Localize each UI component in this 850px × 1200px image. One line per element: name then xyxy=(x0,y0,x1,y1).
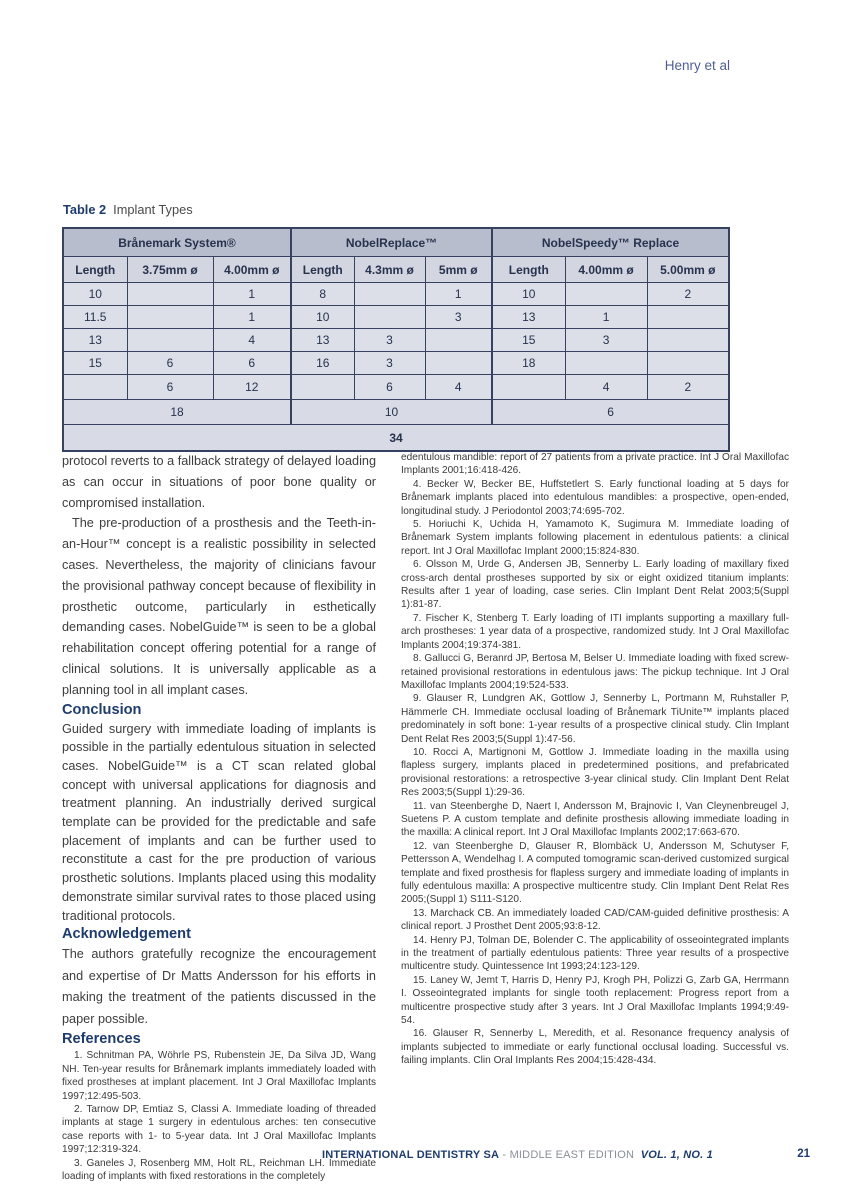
data-cell: 4 xyxy=(213,329,291,352)
data-cell: 13 xyxy=(63,329,127,352)
references-list-left xyxy=(62,1049,376,1183)
column-header-cell: 4.00mm ø xyxy=(213,257,291,283)
column-header-cell: 4.3mm ø xyxy=(354,257,425,283)
reference-item: 9. Glauser R, Lundgren AK, Gottlow J, Sennerby L, Portmann M, Ruhstaller P, Hämmerle CH. Immediate occlusal loading of Brånemark TiUnite™ implants placed predominately in soft bone: 1-year results of a prospective clinical study. Clin Implant Dent Relat Res 2003;5(Suppl 1):47-56. xyxy=(401,693,789,745)
left-column xyxy=(62,451,376,1183)
body-paragraph: protocol reverts to a fallback strategy of delayed loading as can occur in situations of poor bone quality or compromised installation. xyxy=(62,454,376,510)
data-cell: 15 xyxy=(492,329,565,352)
reference-item: 2. Tarnow DP, Emtiaz S, Classi A. Immediate loading of threaded implants at stage 1 surgery in edentulous arches: ten consecutive case reports with 1- to 5-year data. Int J Oral Maxillofac Implants 1997;12:319-324. xyxy=(62,1103,376,1156)
acknowledgement-paragraph: The authors gratefully recognize the encouragement and expertise of Dr Matts Andersson for his efforts in making the treatment of the patients discussed in the paper possible. xyxy=(62,947,376,1026)
data-cell: 11.5 xyxy=(63,306,127,329)
right-column xyxy=(401,451,789,1068)
data-cell: 13 xyxy=(492,306,565,329)
data-cell xyxy=(354,283,425,306)
column-header-cell: Length xyxy=(492,257,565,283)
subtotal-cell: 4 xyxy=(565,375,647,400)
data-cell: 3 xyxy=(354,352,425,375)
conclusion-heading: Conclusion xyxy=(62,701,142,718)
data-cell: 10 xyxy=(492,283,565,306)
reference-item: 12. van Steenberghe D, Glauser R, Blombäck U, Andersson M, Schutyser F, Pettersson A, Wendelhag I. A computed tomogramic scan-derived customized surgical template and fixed prosthesis for flapless surgery and immediate loading of implants in fully edentulous maxilla: A prospective multicentre study. Clin Implant Dent Relat Res 2005;(Suppl 1) S111-S120. xyxy=(401,840,789,906)
data-cell: 6 xyxy=(127,352,213,375)
footer-volume: VOL. 1, NO. 1 xyxy=(640,1149,713,1161)
footer-separator: - xyxy=(499,1149,510,1161)
group-header-cell: NobelSpeedy™ Replace xyxy=(492,228,729,257)
conclusion-paragraph: Guided surgery with immediate loading of implants is possible in the partially edentulous situation in selected cases. NobelGuide™ is a CT scan related global concept with universal applications for diagnosis and treatment planning. An industrially derived surgical template can be provided for the predictable and safe placement of implants and can be further used to reconstitute a cast for the pre production of various prosthetic solutions. Implants placed using this modality demonstrate similar survival rates to those placed using traditional protocols. xyxy=(62,721,376,923)
reference-item: 10. Rocci A, Martignoni M, Gottlow J. Immediate loading in the maxilla using flapless surgery, implants placed in predetermined positions, and prefabricated provisional restorations: a retrospective 3-year clinical study. Clin Implant Dent Relat Res 2003;5(Suppl 1):29-36. xyxy=(401,746,789,799)
data-cell: 1 xyxy=(425,283,492,306)
table-caption-label: Table 2 xyxy=(63,202,107,217)
running-header-author: Henry et al xyxy=(664,58,730,73)
reference-item: 15. Laney W, Jemt T, Harris D, Henry PJ, Krogh PH, Polizzi G, Zarb GA, Herrmann I. Osseointegrated implants for single tooth replacement: Progress report from a multicentre prospective study after 3 years. Int J Oral Maxillofac Implants 1994;9:49-54. xyxy=(401,974,789,1027)
reference-item: 4. Becker W, Becker BE, Huffstetlert S. Early functional loading at 5 days for Brånemark implants placed into edentulous mandibles: a prospective, open-ended, longitudinal study. J Periodontol 2003;74:695-702. xyxy=(401,478,789,517)
table-caption xyxy=(63,202,193,217)
data-cell: 10 xyxy=(291,306,354,329)
subtotal-cell: 6 xyxy=(354,375,425,400)
subtotal-cell xyxy=(291,375,354,400)
reference-item: 11. van Steenberghe D, Naert I, Andersson M, Brajnovic I, Van Cleynenbreugel J, Suetens P. A custom template and definite prosthesis allowing immediate loading in the maxilla: A clinical report. Int J Oral Maxillofac Implants 2002;17:663-670. xyxy=(401,800,789,839)
reference-item: 1. Schnitman PA, Wöhrle PS, Rubenstein JE, Da Silva JD, Wang NH. Ten-year results for Brånemark implants immediately loaded with fixed prostheses at implant placement. Int J Oral Maxillofac Implants 1997;12:495-503. xyxy=(62,1050,376,1102)
body-paragraph: The pre-production of a prosthesis and the Teeth-in-an-Hour™ concept is a realistic possibility in selected cases. Nevertheless, the majority of clinicians favour the provisional pathway concept because of flexibility in prosthetic outcome, particularly in esthetically demanding cases. NobelGuide™ is seen to be a global rehabilitation concept offering potential for a range of clinical solutions. It is universally applicable as a planning tool in all implant cases. xyxy=(62,516,376,697)
references-list-right xyxy=(401,478,789,1068)
footer xyxy=(322,1149,713,1161)
subtotal-cell: 6 xyxy=(127,375,213,400)
reference-item: 13. Marchack CB. An immediately loaded CAD/CAM-guided definitive prosthesis: A clinical report. J Prosthet Dent 2005;93:8-12. xyxy=(401,907,789,933)
data-cell: 13 xyxy=(291,329,354,352)
footer-journal-name: INTERNATIONAL DENTISTRY SA xyxy=(322,1149,500,1161)
group-header-cell: Brånemark System® xyxy=(63,228,291,257)
data-cell xyxy=(425,352,492,375)
data-cell xyxy=(647,352,729,375)
column-header-cell: 3.75mm ø xyxy=(127,257,213,283)
reference-item: 8. Gallucci G, Beranrd JP, Bertosa M, Belser U. Immediate loading with fixed screw-retained provisional restorations in edentulous jaws: The pickup technique. Int J Oral Maxillofac Implants 2004;19:524-533. xyxy=(401,653,789,691)
data-cell xyxy=(127,306,213,329)
reference-item: 6. Olsson M, Urde G, Andersen JB, Sennerby L. Early loading of maxillary fixed cross-arch dental prostheses supported by six or eight oxidized titanium implants: Results after 1 year of loading, case series. Clin Implant Dent Relat 2003;5(Suppl 1):81-87. xyxy=(401,559,789,611)
subtotal-cell xyxy=(63,375,127,400)
data-cell xyxy=(127,283,213,306)
data-cell: 16 xyxy=(291,352,354,375)
page-number: 21 xyxy=(797,1148,810,1160)
data-cell: 15 xyxy=(63,352,127,375)
footer-edition: MIDDLE EAST EDITION xyxy=(509,1149,635,1161)
reference-item: 3. Ganeles J, Rosenberg MM, Holt RL, Reichman LH. Immediate loading of implants with fixed restorations in the completely xyxy=(62,1157,376,1182)
grand-total-cell: 34 xyxy=(63,425,729,452)
column-header-cell: 5.00mm ø xyxy=(647,257,729,283)
data-cell: 6 xyxy=(213,352,291,375)
data-cell: 3 xyxy=(354,329,425,352)
data-cell: 3 xyxy=(425,306,492,329)
data-cell: 2 xyxy=(647,283,729,306)
data-cell: 1 xyxy=(213,306,291,329)
subtotal-cell: 4 xyxy=(425,375,492,400)
references-heading: References xyxy=(62,1031,141,1048)
group-total-cell: 18 xyxy=(63,400,291,425)
data-cell xyxy=(127,329,213,352)
data-cell: 1 xyxy=(213,283,291,306)
acknowledgement-heading: Acknowledgement xyxy=(62,926,191,943)
data-cell: 1 xyxy=(565,306,647,329)
data-cell xyxy=(647,329,729,352)
group-total-cell: 10 xyxy=(291,400,492,425)
group-total-cell: 6 xyxy=(492,400,729,425)
subtotal-cell: 2 xyxy=(647,375,729,400)
data-cell: 18 xyxy=(492,352,565,375)
data-cell xyxy=(354,306,425,329)
data-cell: 8 xyxy=(291,283,354,306)
implant-types-table xyxy=(62,227,730,452)
column-header-cell: 5mm ø xyxy=(425,257,492,283)
subtotal-cell: 12 xyxy=(213,375,291,400)
data-cell: 3 xyxy=(565,329,647,352)
column-header-cell: 4.00mm ø xyxy=(565,257,647,283)
data-cell xyxy=(647,306,729,329)
column-header-cell: Length xyxy=(63,257,127,283)
reference-item: 16. Glauser R, Sennerby L, Meredith, et al. Resonance frequency analysis of implants subjected to immediate or early functional occlusal loading. Successful vs. failing implants. Clin Oral Implants Res 2004;15:428-434. xyxy=(401,1028,789,1067)
group-header-cell: NobelReplace™ xyxy=(291,228,492,257)
reference-continuation: edentulous mandible: report of 27 patients from a private practice. Int J Oral Maxillofac Implants 2001;16:418-426. xyxy=(401,452,789,477)
reference-item: 5. Horiuchi K, Uchida H, Yamamoto K, Sugimura M. Immediate loading of Brånemark System implants following placement in edentulous patients: a clinical report. Int J Oral Maxillofac Implant 2000;15:824-830. xyxy=(401,519,789,557)
data-cell xyxy=(425,329,492,352)
subtotal-cell xyxy=(492,375,565,400)
data-cell xyxy=(565,283,647,306)
table-caption-text: Implant Types xyxy=(113,202,193,217)
data-cell xyxy=(565,352,647,375)
column-header-cell: Length xyxy=(291,257,354,283)
data-cell: 10 xyxy=(63,283,127,306)
reference-item: 14. Henry PJ, Tolman DE, Bolender C. The applicability of osseointegrated implants in the treatment of partially edentulous patients: Three year results of a prospective multicentre study. Quintessence Int 1993;24:123-129. xyxy=(401,934,789,973)
reference-item: 7. Fischer K, Stenberg T. Early loading of ITI implants supporting a maxillary full-arch prostheses: 1 year data of a prospective, randomized study. Int J Oral Maxillofac Implants 2004;19:374-381. xyxy=(401,612,789,651)
